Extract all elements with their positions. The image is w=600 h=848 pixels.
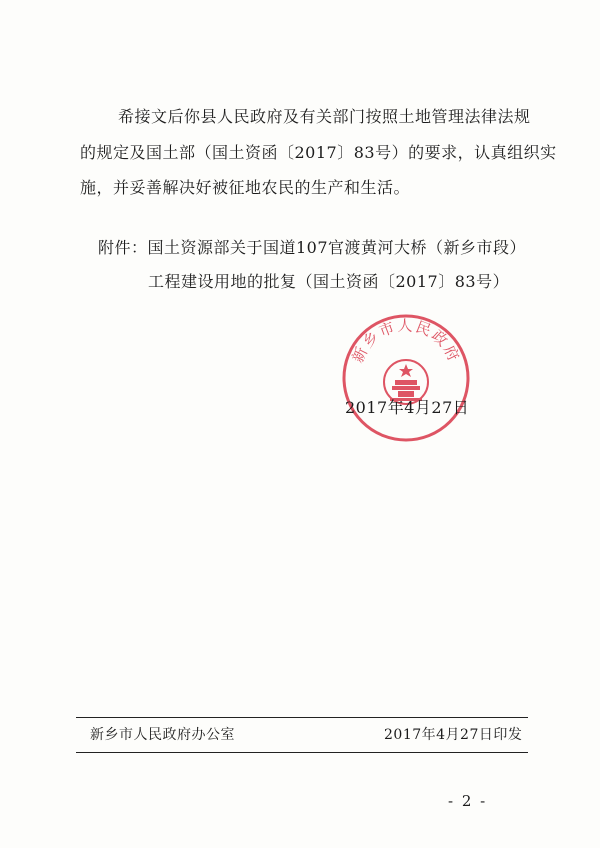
seal-text-path: 新乡市人民政府 <box>348 316 464 366</box>
attachment-line-2: 工程建设用地的批复（国土资函〔2017〕83号） <box>148 272 510 291</box>
official-seal-stamp <box>340 312 472 444</box>
paragraph-line-1: 希接文后你县人民政府及有关部门按照土地管理法律法规 <box>118 107 531 126</box>
footer-bottom-rule <box>76 752 528 753</box>
attachment-line-1: 附件：国土资源部关于国道107官渡黄河大桥（新乡市段） <box>98 238 527 257</box>
page-number: - 2 - <box>448 792 488 810</box>
issuing-office: 新乡市人民政府办公室 <box>90 727 235 743</box>
footer-top-rule <box>76 717 528 718</box>
print-date: 2017年4月27日印发 <box>384 727 523 743</box>
paragraph-line-3: 施，并妥善解决好被征地农民的生产和生活。 <box>80 178 411 197</box>
seal-text <box>348 317 463 366</box>
paragraph-line-2: 的规定及国土部（国土资函〔2017〕83号）的要求，认真组织实 <box>80 143 557 162</box>
document-date: 2017年4月27日 <box>345 398 470 417</box>
